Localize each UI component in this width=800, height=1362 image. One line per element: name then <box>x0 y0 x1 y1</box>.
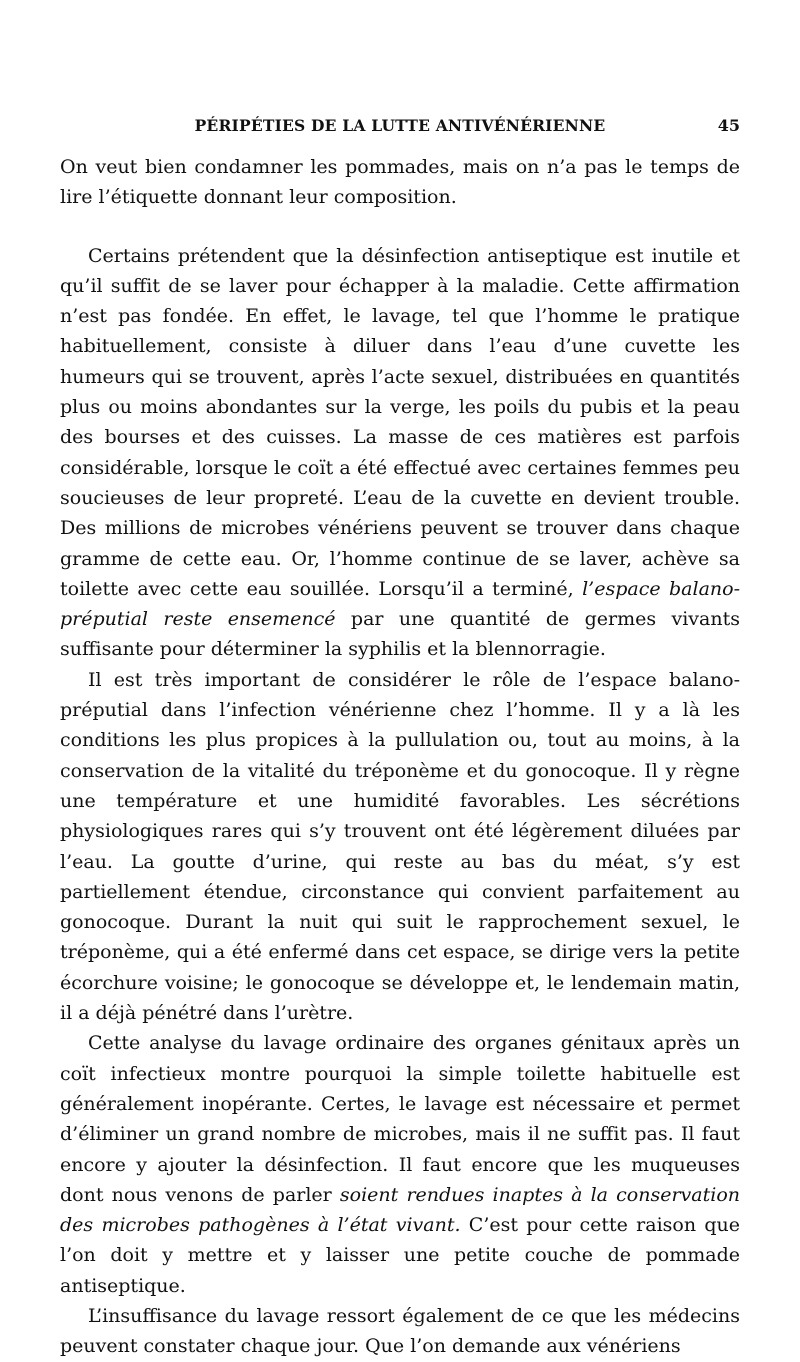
paragraph <box>60 1301 740 1362</box>
text-run: Certains prétendent que la désinfection antiseptique est inutile et qu’il suffit de se laver pour échapper à la maladie. Cette affirmation n’est pas fondée. En effet, le lavage, tel que l’homme le pratique habituellement, consiste à diluer dans l’eau d’une cuvette les humeurs qui se trouvent, après l’acte sexuel, distribuées en quantités plus ou moins abondantes sur la verge, les poils du pubis et la peau des bourses et des cuisses. La masse de ces matières est parfois considérable, lorsque le coït a été effectué avec certaines femmes peu soucieuses de leur propreté. L’eau de la cuvette en devient trouble. Des millions de microbes vénériens peuvent se trouver dans chaque gramme de cette eau. Or, l’homme continue de se laver, achève sa toilette avec cette eau souillée. Lorsqu’il a terminé, <box>60 244 740 600</box>
paragraph <box>60 241 740 665</box>
paragraph <box>60 1028 740 1301</box>
page-header <box>60 116 740 152</box>
paragraph <box>60 152 740 213</box>
text-run: Cette analyse du lavage ordinaire des organes génitaux après un coït infectieux montre pourquoi la simple toilette habituelle est généralement inopérante. Certes, le lavage est nécessaire et permet d’éliminer un grand nombre de microbes, mais il ne suffit pas. Il faut encore y ajouter la désinfection. Il faut encore que les muqueuses dont nous venons de parler <box>60 1032 740 1206</box>
italic-run: soient rendues inaptes à la conservation des microbes pathogènes à l’état vivant. <box>60 1183 740 1237</box>
text-run: On veut bien condamner les pommades, mais on n’a pas le temps de lire l’étiquette donnant leur composition. <box>60 156 740 209</box>
page-number: 45 <box>717 116 740 135</box>
text-run: par une quantité de germes vivants suffisante pour déterminer la syphilis et la blennorragie. <box>60 608 740 661</box>
text-run: Il est très important de considérer le rôle de l’espace balano-préputial dans l’infection vénérienne chez l’homme. Il y a là les conditions les plus propices à la pullulation ou, tout au moins, à la conservation de la vitalité du tréponème et du gonocoque. Il y règne une température et une humidité favorables. Les sécrétions physiologiques rares qui s’y trouvent ont été légèrement diluées par l’eau. La goutte d’urine, qui reste au bas du méat, s’y est partiellement étendue, circonstance qui convient parfaitement au gonocoque. Durant la nuit qui suit le rapprochement sexuel, le tréponème, qui a été enfermé dans cet espace, se dirige vers la petite écorchure voisine; le gonocoque se développe et, le lendemain matin, il a déjà pénétré dans l’urètre. <box>60 668 740 1025</box>
italic-run: l’espace balano-préputial reste ensemencé <box>60 577 740 631</box>
text-run: L’insuffisance du lavage ressort également de ce que les médecins peuvent constater chaque jour. Que l’on demande aux vénériens <box>60 1304 740 1358</box>
running-title: PÉRIPÉTIES DE LA LUTTE ANTIVÉNÉRIENNE <box>194 116 606 135</box>
paragraph <box>60 665 740 1029</box>
body-text <box>60 152 740 1362</box>
text-run: C’est pour cette raison que l’on doit y mettre et y laisser une petite couche de pommade antiseptique. <box>60 1214 740 1297</box>
